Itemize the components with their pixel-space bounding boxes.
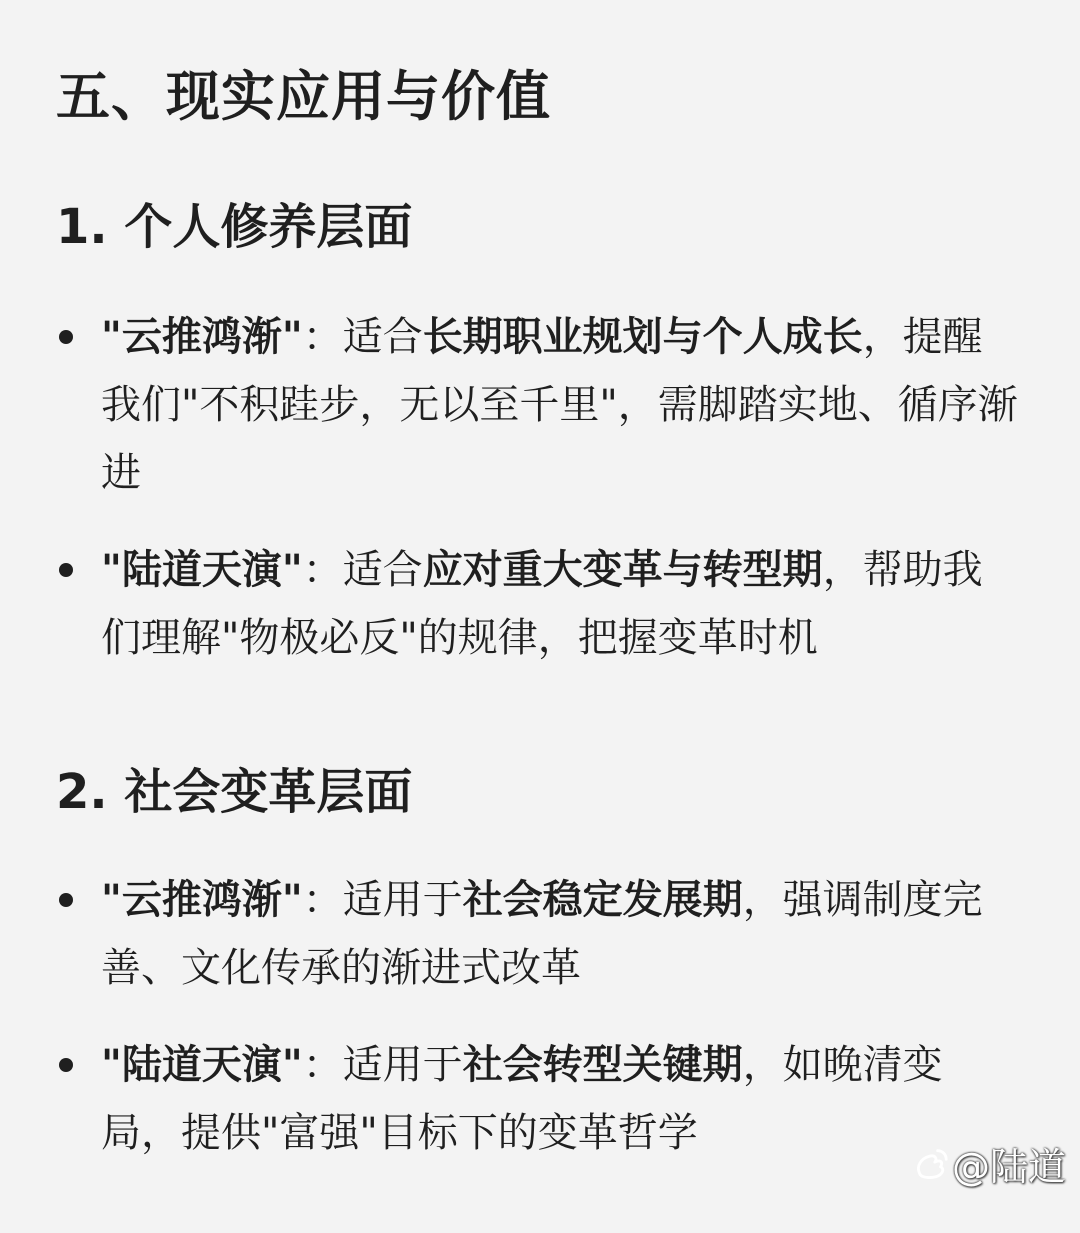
item-term: "云推鸿渐" [101, 314, 303, 360]
list-item [0, 536, 1080, 672]
item-separator: ：适合 [302, 314, 423, 360]
item-term: "陆道天演" [101, 547, 303, 593]
bullet-dot-icon [59, 563, 73, 577]
item-text: ，如晚清变局，提供"富强"目标下的变革哲学 [101, 1042, 943, 1156]
item-text: ，提醒我们"不积跬步，无以至千里"，需脚踏实地、循序渐进 [101, 314, 1018, 496]
bullet-dot-icon [59, 330, 73, 344]
bullet-dot-icon [59, 1058, 73, 1072]
section-heading-social: 2. 社会变革层面 [56, 764, 413, 820]
weibo-logo-icon [912, 1145, 950, 1183]
item-text: ，帮助我们理解"物极必反"的规律，把握变革时机 [101, 547, 983, 661]
item-emphasis: 长期职业规划与个人成长 [422, 314, 863, 360]
watermark [912, 1136, 1066, 1191]
bullet-list-personal [0, 303, 1080, 701]
page-title: 五、现实应用与价值 [56, 65, 551, 128]
item-emphasis: 社会稳定发展期 [462, 877, 743, 923]
item-text: ，强调制度完善、文化传承的渐进式改革 [101, 877, 983, 991]
list-item [0, 303, 1080, 507]
item-emphasis: 应对重大变革与转型期 [422, 547, 823, 593]
item-term: "陆道天演" [101, 1042, 303, 1088]
item-separator: ：适用于 [302, 1042, 463, 1088]
item-emphasis: 社会转型关键期 [462, 1042, 743, 1088]
bullet-dot-icon [59, 893, 73, 907]
section-heading-personal: 1. 个人修养层面 [56, 199, 413, 255]
item-term: "云推鸿渐" [101, 877, 303, 923]
item-separator: ：适合 [302, 547, 423, 593]
list-item [0, 866, 1080, 1002]
watermark-handle: @陆道 [951, 1145, 1066, 1189]
item-separator: ：适用于 [302, 877, 463, 923]
